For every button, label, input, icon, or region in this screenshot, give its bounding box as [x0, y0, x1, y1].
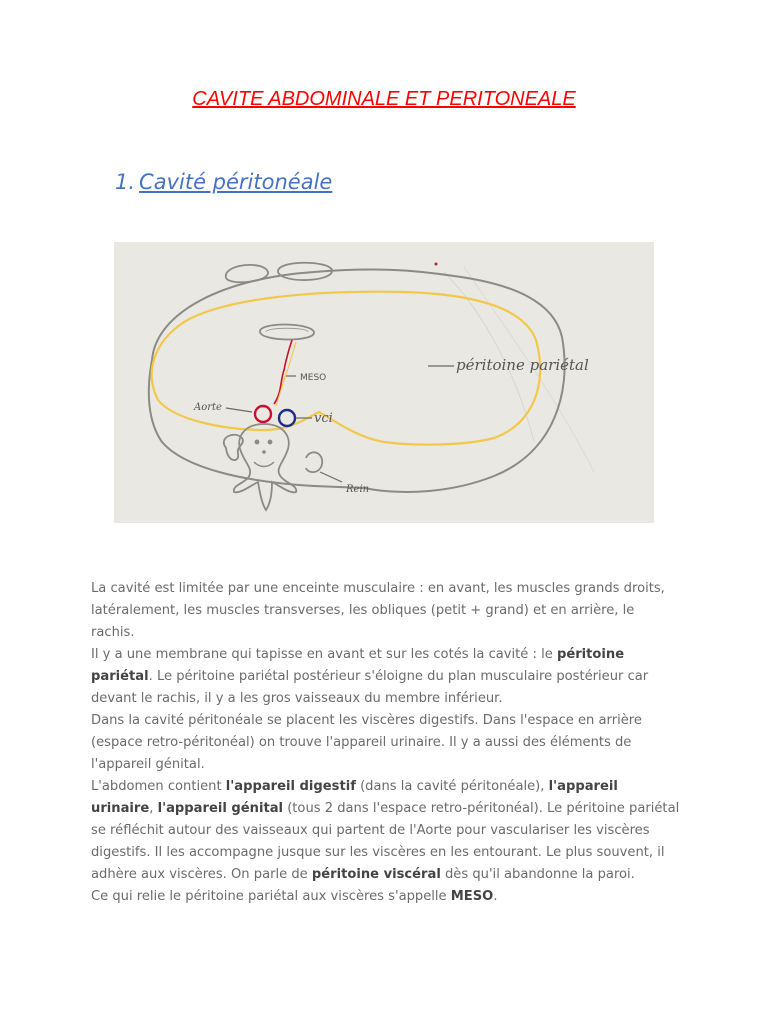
section-number: 1.: [115, 170, 136, 194]
bold-term: l'appareil urinaire: [91, 779, 618, 816]
text-run: ,: [149, 801, 158, 816]
text-run: (dans la cavité péritonéale),: [355, 779, 549, 794]
meso: [274, 340, 292, 404]
text-run: (tous 2 dans l'espace retro-péritonéal). Le péritoine pariétal se réfléchit autour des vaisseaux qui partent de l'Aorte pour vasculariser les viscères digestifs. Il les accompagne jusque sur les viscères en les entourant. Le plus souvent, il adhère aux viscères. On parle de: [91, 801, 680, 882]
label-meso: MESO: [300, 373, 327, 383]
label-vci: vci: [314, 411, 333, 426]
cross-section-sketch: [114, 242, 654, 523]
text-run: L'abdomen contient: [91, 779, 226, 794]
paragraph: [91, 886, 681, 908]
section-heading-text: Cavité péritonéale: [139, 170, 333, 194]
text-run: .: [493, 889, 498, 904]
bold-term: péritoine viscéral: [311, 867, 441, 882]
section-heading: [115, 170, 332, 194]
text-run: . Le péritoine pariétal postérieur s'éloigne du plan musculaire postérieur car devant le rachis, il y a les gros vaisseaux du membre inférieur.: [91, 669, 649, 706]
bold-term: MESO: [450, 889, 494, 904]
text-run: La cavité est limitée par une enceinte musculaire : en avant, les muscles grands droits, latéralement, les muscles transverses, les obliques (petit + grand) et en arrière, le rachis.: [91, 581, 665, 640]
paragraph: [91, 644, 681, 710]
text-run: Ce qui relie le péritoine pariétal aux viscères s'appelle: [91, 889, 451, 904]
label-peritoine-parietal: péritoine pariétal: [456, 356, 589, 374]
bold-term: péritoine pariétal: [91, 647, 625, 684]
text-run: Dans la cavité péritonéale se placent les viscères digestifs. Dans l'espace en arrière (espace retro-péritonéal) on trouve l'appareil urinaire. Il y a aussi des éléments de l'appareil génital.: [91, 713, 642, 772]
rectus-muscle: [226, 265, 268, 282]
paragraph: [91, 710, 681, 776]
intestine: [260, 325, 314, 340]
text-run: dès qu'il abandonne la paroi.: [440, 867, 635, 882]
right-kidney: [306, 452, 322, 472]
aorta: [255, 406, 271, 422]
document-title: CAVITE ABDOMINALE ET PERITONEALE: [192, 88, 576, 110]
paragraph: [91, 578, 681, 644]
bold-term: l'appareil digestif: [225, 779, 356, 794]
anatomy-drawing: [114, 242, 654, 523]
vena-cava: [279, 410, 295, 426]
text-run: Il y a une membrane qui tapisse en avant et sur les cotés la cavité : le: [91, 647, 557, 662]
label-aorte: Aorte: [194, 402, 222, 413]
bold-term: l'appareil génital: [157, 801, 284, 816]
paragraph: [91, 776, 681, 886]
label-rein: Rein: [346, 484, 370, 495]
body-text: [91, 578, 681, 908]
abdominal-wall: [149, 269, 565, 492]
